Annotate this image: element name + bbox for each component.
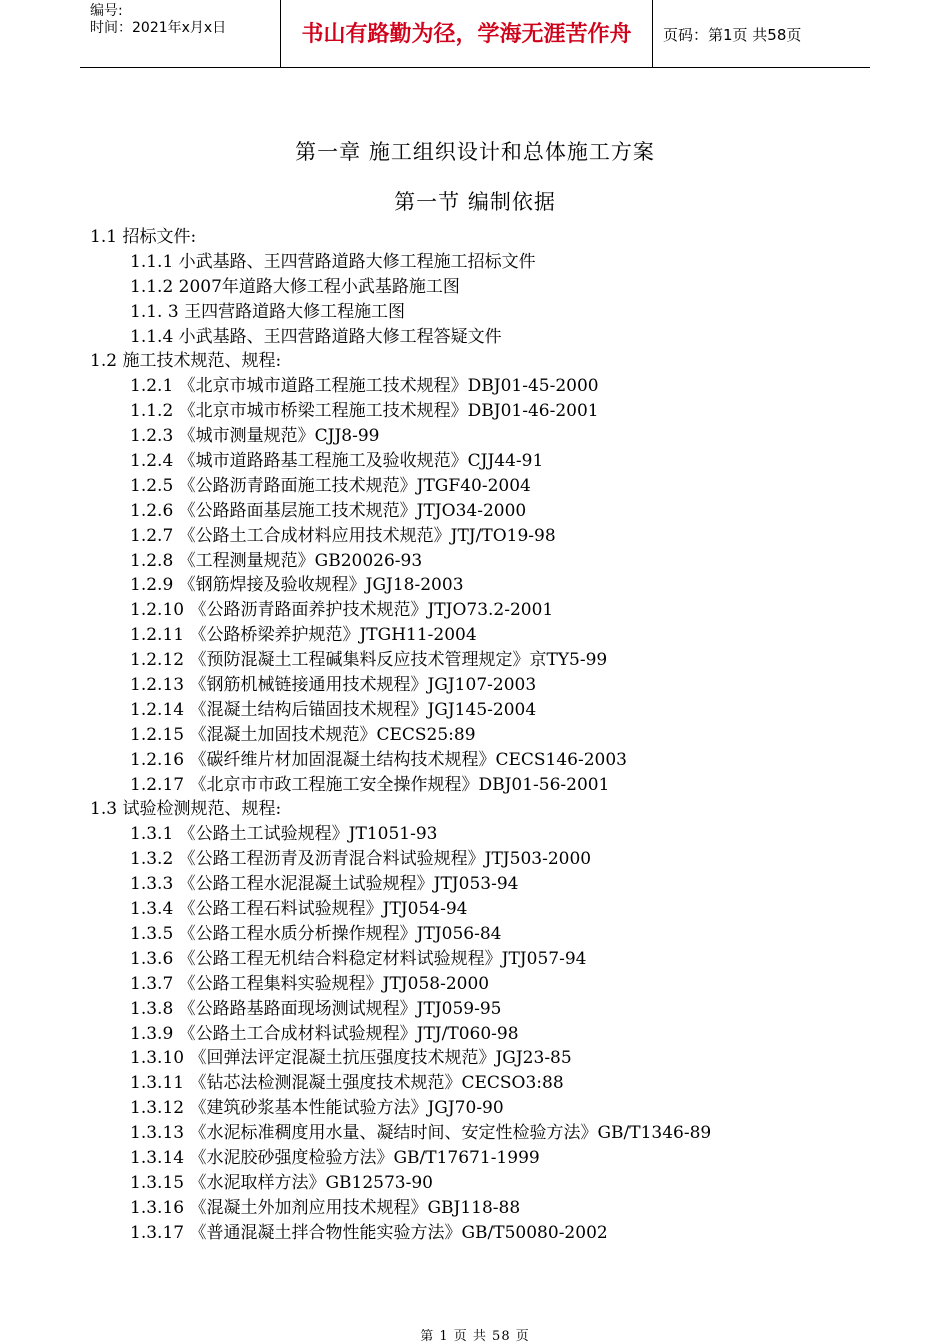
- list-item: 1.3.10 《回弹法评定混凝土抗压强度技术规范》JGJ23-85: [130, 1048, 572, 1069]
- list-item: 1.1.4 小武基路、王四营路道路大修工程答疑文件: [130, 326, 502, 347]
- list-item: 1.2.11 《公路桥梁养护规范》JTGH11-2004: [130, 625, 477, 646]
- list-item: 1.3.12 《建筑砂浆基本性能试验方法》JGJ70-90: [130, 1098, 504, 1119]
- header-motto: 书山有路勤为径，学海无涯苦作舟: [280, 0, 653, 68]
- list-item: 1.3.15 《水泥取样方法》GB12573-90: [130, 1172, 434, 1193]
- list-item: 1.3.3 《公路工程水泥混凝土试验规程》JTJ053-94: [130, 874, 519, 895]
- list-item: 1.2.16 《碳纤维片材加固混凝土结构技术规程》CECS146-2003: [130, 749, 628, 770]
- list-item: 1.2.10 《公路沥青路面养护技术规范》JTJO73.2-2001: [130, 600, 554, 621]
- list-item: 1.2.12 《预防混凝土工程碱集料反应技术管理规定》京TY5-99: [130, 650, 608, 671]
- list-item: 1.1. 3 王四营路道路大修工程施工图: [130, 301, 406, 322]
- chapter-title: 第一章 施工组织设计和总体施工方案: [295, 140, 655, 164]
- list-item: 1.2.14 《混凝土结构后锚固技术规程》JGJ145-2004: [130, 699, 537, 720]
- list-item: 1.2.5 《公路沥青路面施工技术规范》JTGF40-2004: [130, 475, 531, 496]
- list-item: 1.2.6 《公路路面基层施工技术规范》JTJO34-2000: [130, 500, 527, 521]
- list-item: 1.2.3 《城市测量规范》CJJ8-99: [130, 426, 380, 447]
- header-number-label: 编号:: [90, 3, 123, 19]
- list-item: 1.2.13 《钢筋机械链接通用技术规程》JGJ107-2003: [130, 675, 537, 696]
- list-item: 1.1.2 2007年道路大修工程小武基路施工图: [130, 276, 460, 297]
- list-item: 1.2.15 《混凝土加固技术规范》CECS25:89: [130, 724, 476, 745]
- list-item: 1.2.4 《城市道路路基工程施工及验收规范》CJJ44-91: [130, 451, 544, 472]
- list-item: 1.3.11 《钻芯法检测混凝土强度技术规范》CECSO3:88: [130, 1073, 564, 1094]
- section-heading: 1.2 施工技术规范、规程:: [90, 351, 282, 372]
- list-item: 1.1.1 小武基路、王四营路道路大修工程施工招标文件: [130, 251, 536, 272]
- header-meta: [80, 0, 280, 68]
- list-item: 1.3.4 《公路工程石料试验规程》JTJ054-94: [130, 899, 468, 920]
- page-footer: 第 1 页 共 58 页: [420, 1329, 530, 1344]
- section-heading: 1.1 招标文件:: [90, 227, 197, 247]
- list-item: 1.2.7 《公路土工合成材料应用技术规范》JTJ/TO19-98: [130, 525, 556, 546]
- list-item: 1.3.1 《公路土工试验规程》JT1051-93: [130, 824, 438, 845]
- list-item: 1.2.8 《工程测量规范》GB20026-93: [130, 550, 423, 571]
- section-heading: 1.3 试验检测规范、规程:: [90, 799, 282, 820]
- list-item: 1.3.5 《公路工程水质分析操作规程》JTJ056-84: [130, 923, 502, 944]
- list-item: 1.3.6 《公路工程无机结合料稳定材料试验规程》JTJ057-94: [130, 948, 587, 969]
- list-item: 1.2.9 《钢筋焊接及验收规程》JGJ18-2003: [130, 575, 464, 596]
- list-item: 1.3.7 《公路工程集料实验规程》JTJ058-2000: [130, 973, 490, 994]
- header-time-label: 时间：2021年x月x日: [90, 20, 227, 36]
- list-item: 1.2.1 《北京市城市道路工程施工技术规程》DBJ01-45-2000: [130, 376, 599, 397]
- header-page-info: 页码：第1页 共58页: [663, 25, 802, 44]
- list-item: 1.2.17 《北京市市政工程施工安全操作规程》DBJ01-56-2001: [130, 774, 610, 795]
- list-item: 1.3.2 《公路工程沥青及沥青混合料试验规程》JTJ503-2000: [130, 849, 592, 870]
- list-item: 1.3.14 《水泥胶砂强度检验方法》GB/T17671-1999: [130, 1147, 540, 1168]
- section-title: 第一节 编制依据: [394, 190, 556, 214]
- list-item: 1.1.2 《北京市城市桥梁工程施工技术规程》DBJ01-46-2001: [130, 401, 599, 422]
- page-header: [80, 0, 870, 68]
- list-item: 1.3.8 《公路路基路面现场测试规程》JTJ059-95: [130, 998, 502, 1019]
- list-item: 1.3.13 《水泥标准稠度用水量、凝结时间、安定性检验方法》GB/T1346-89: [130, 1123, 712, 1144]
- list-item: 1.3.17 《普通混凝土拌合物性能实验方法》GB/T50080-2002: [130, 1222, 608, 1243]
- list-item: 1.3.9 《公路土工合成材料试验规程》JTJ/T060-98: [130, 1023, 519, 1044]
- document-body: [90, 225, 870, 1246]
- list-item: 1.3.16 《混凝土外加剂应用技术规程》GBJ118-88: [130, 1197, 521, 1218]
